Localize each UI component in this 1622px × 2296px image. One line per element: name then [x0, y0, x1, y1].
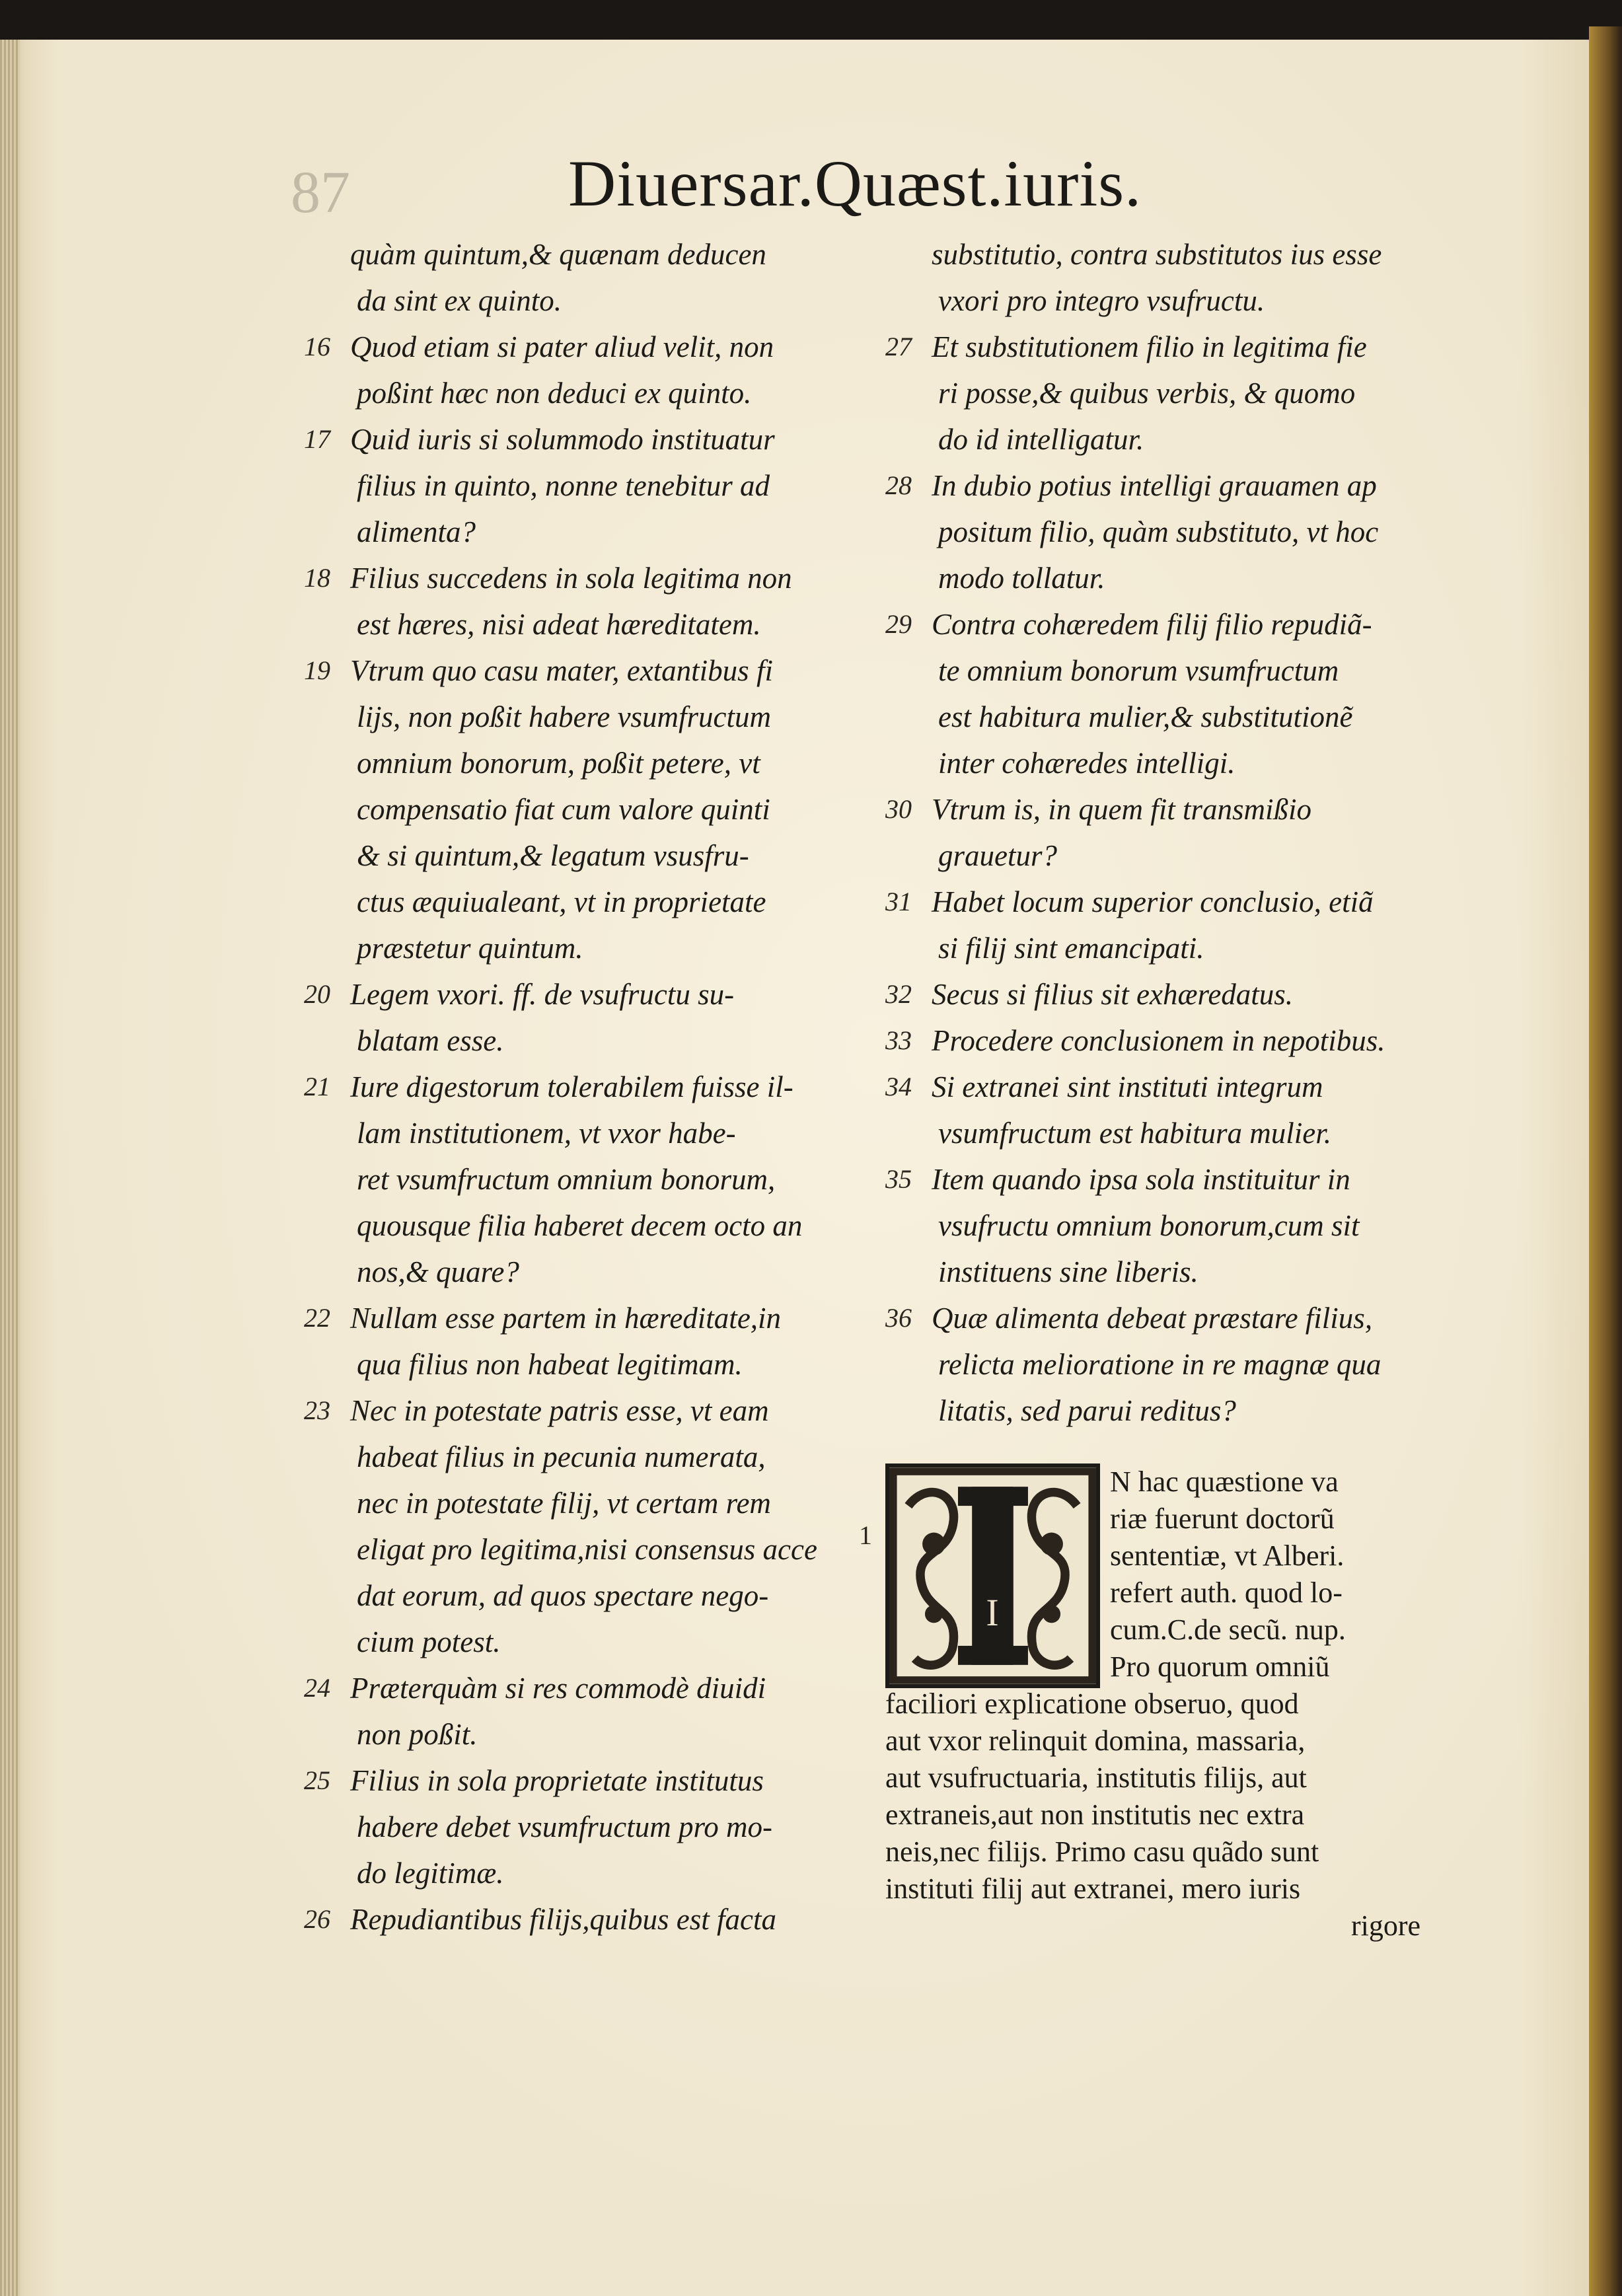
- summary-line: blatam esse.: [357, 1024, 504, 1057]
- summary-line: Filius succedens in sola legitima non: [350, 562, 792, 595]
- summary-entry: [297, 648, 846, 971]
- body-line: aut vxor relinquit domina, massaria,: [885, 1724, 1306, 1757]
- summary-entry: [297, 1295, 846, 1388]
- summary-entry: [297, 1064, 846, 1295]
- summary-entry: [879, 879, 1427, 971]
- summary-line: quousque filia haberet decem octo an: [357, 1209, 803, 1242]
- summary-number: 35: [885, 1164, 912, 1194]
- summary-number: 23: [304, 1395, 330, 1425]
- summary-entry: [297, 324, 846, 416]
- summary-line: Iure digestorum tolerabilem fuisse il-: [350, 1070, 793, 1103]
- summary-line: lam institutionem, vt vxor habe-: [357, 1117, 736, 1150]
- body-line: extraneis,aut non institutis nec extra: [885, 1798, 1305, 1831]
- summary-line: Et substitutionem filio in legitima fie: [932, 330, 1367, 363]
- summary-line: Vtrum quo casu mater, extantibus fi: [350, 654, 773, 687]
- summary-line: vsufructu omnium bonorum,cum sit: [938, 1209, 1360, 1242]
- summary-entry: [879, 786, 1427, 879]
- summary-number: 22: [304, 1303, 330, 1333]
- summary-line: quàm quintum,& quænam deducen: [350, 238, 766, 271]
- summary-entry: [297, 555, 846, 648]
- summary-entry: [879, 971, 1427, 1018]
- main-text: [885, 1463, 1420, 1944]
- facing-page-edge: [1589, 26, 1622, 2296]
- body-line: riæ fuerunt doctorũ: [1110, 1502, 1335, 1535]
- summary-entry: [297, 971, 846, 1064]
- summary-line: Habet locum superior conclusio, etiã: [932, 885, 1374, 918]
- summary-line: Nec in potestate patris esse, vt eam: [350, 1394, 769, 1427]
- summary-line: Secus si filius sit exhæredatus.: [932, 978, 1294, 1011]
- summary-number: 26: [304, 1904, 330, 1934]
- summary-line: modo tollatur.: [938, 562, 1105, 595]
- summary-line: Filius in sola proprietate institutus: [350, 1764, 764, 1797]
- summary-number: 16: [304, 332, 330, 361]
- summary-line: do id intelligatur.: [938, 423, 1144, 456]
- ghost-folio-number: 87: [291, 160, 350, 225]
- summary-line: omnium bonorum, poßit petere, vt: [357, 747, 760, 780]
- summary-line: compensatio fiat cum valore quinti: [357, 793, 770, 826]
- summary-line: Procedere conclusionem in nepotibus.: [932, 1024, 1385, 1057]
- summary-line: habeat filius in pecunia numerata,: [357, 1440, 766, 1473]
- body-line: instituti filij aut extranei, mero iuris: [885, 1872, 1301, 1905]
- summary-line: ctus æquiualeant, vt in proprietate: [357, 885, 766, 918]
- summary-line: Nullam esse partem in hæreditate,in: [350, 1302, 782, 1335]
- summary-line: Si extranei sint instituti integrum: [932, 1070, 1323, 1103]
- summary-line: ri posse,& quibus verbis, & quomo: [938, 377, 1356, 410]
- summary-line: grauetur?: [938, 839, 1057, 872]
- summary-line: præstetur quintum.: [357, 932, 583, 965]
- summary-entry: [297, 1758, 846, 1896]
- summary-number: 25: [304, 1765, 330, 1795]
- summary-number: 31: [885, 887, 912, 916]
- summary-line: non poßit.: [357, 1718, 478, 1751]
- summary-line: Quid iuris si solummodo instituatur: [350, 423, 775, 456]
- summary-number: 29: [885, 609, 912, 639]
- body-line: rigore: [1350, 1909, 1420, 1942]
- summary-number: 28: [885, 470, 912, 500]
- body-line: Pro quorum omniũ: [1110, 1650, 1330, 1683]
- summary-line: si filij sint emancipati.: [938, 932, 1204, 965]
- summary-line: nec in potestate filij, vt certam rem: [357, 1487, 771, 1520]
- summary-entry: [297, 416, 846, 555]
- summary-line: Quæ alimenta debeat præstare filius,: [932, 1302, 1373, 1335]
- summary-entry: [879, 1064, 1427, 1156]
- summary-entry: [879, 1018, 1427, 1064]
- summary-line: poßint hæc non deduci ex quinto.: [357, 377, 752, 410]
- summary-number: 24: [304, 1673, 330, 1703]
- summary-line: Præterquàm si res commodè diuidi: [350, 1672, 766, 1705]
- summary-line: qua filius non habeat legitimam.: [357, 1348, 743, 1381]
- summary-number: 17: [304, 424, 330, 454]
- summary-line: Quod etiam si pater aliud velit, non: [350, 330, 774, 363]
- margin-number: 1: [859, 1520, 872, 1550]
- summary-line: eligat pro legitima,nisi consensus acce: [357, 1533, 817, 1566]
- body-line: neis,nec filijs. Primo casu quãdo sunt: [885, 1835, 1319, 1868]
- summary-column-left: [297, 231, 846, 1943]
- summary-line: In dubio potius intelligi grauamen ap: [932, 469, 1377, 502]
- body-line: sententiæ, vt Alberi.: [1110, 1539, 1345, 1572]
- body-line: faciliori explicatione obseruo, quod: [885, 1687, 1299, 1720]
- body-line: refert auth. quod lo-: [1110, 1576, 1343, 1609]
- summary-line: dat eorum, ad quos spectare nego-: [357, 1579, 769, 1612]
- summary-entry: [297, 231, 846, 324]
- summary-line: habere debet vsumfructum pro mo-: [357, 1810, 773, 1843]
- summary-line: Vtrum is, in quem fit transmißio: [932, 793, 1312, 826]
- summary-line: nos,& quare?: [357, 1255, 519, 1288]
- summary-line: da sint ex quinto.: [357, 284, 562, 317]
- summary-line: ret vsumfructum omnium bonorum,: [357, 1163, 776, 1196]
- summary-line: filius in quinto, nonne tenebitur ad: [357, 469, 770, 502]
- summary-entry: [879, 601, 1427, 786]
- summary-number: 30: [885, 794, 912, 824]
- summary-line: vxori pro integro vsufructu.: [938, 284, 1265, 317]
- summary-line: substitutio, contra substitutos ius esse: [932, 238, 1382, 271]
- summary-line: alimenta?: [357, 515, 476, 548]
- summary-entry: [297, 1388, 846, 1665]
- summary-entry: [879, 1156, 1427, 1295]
- running-head: Diuersar.Quæst.iuris.: [568, 147, 1142, 220]
- summary-line: Contra cohæredem filij filio repudiã-: [932, 608, 1372, 641]
- summary-line: vsumfructum est habitura mulier.: [938, 1117, 1331, 1150]
- summary-line: est habitura mulier,& substitutionẽ: [938, 700, 1353, 733]
- summary-number: 19: [304, 655, 330, 685]
- body-line: N hac quæstione va: [1110, 1465, 1339, 1498]
- summary-number: 33: [885, 1025, 912, 1055]
- summary-line: do legitimæ.: [357, 1857, 504, 1890]
- summary-number: 27: [885, 332, 912, 361]
- page-edge: [0, 40, 20, 2296]
- body-line: cum.C.de secũ. nup.: [1110, 1613, 1346, 1646]
- summary-number: 32: [885, 979, 912, 1009]
- summary-number: 20: [304, 979, 330, 1009]
- summary-entry: [879, 231, 1427, 324]
- summary-line: est hæres, nisi adeat hæreditatem.: [357, 608, 761, 641]
- summary-line: Item quando ipsa sola instituitur in: [932, 1163, 1350, 1196]
- summary-line: lijs, non poßit habere vsumfructum: [357, 700, 772, 733]
- summary-number: 34: [885, 1072, 912, 1101]
- summary-entry: [879, 463, 1427, 601]
- summary-number: 18: [304, 563, 330, 593]
- summary-line: & si quintum,& legatum vsusfru-: [357, 839, 749, 872]
- summary-line: inter cohæredes intelligi.: [938, 747, 1235, 780]
- summary-number: 36: [885, 1303, 912, 1333]
- summary-entry: [297, 1896, 846, 1943]
- body-line: aut vsufructuaria, institutis filijs, aut: [885, 1761, 1307, 1794]
- summary-line: litatis, sed parui reditus?: [938, 1394, 1236, 1427]
- summary-entry: [879, 1295, 1427, 1434]
- summary-line: Repudiantibus filijs,quibus est facta: [350, 1903, 776, 1936]
- summary-column-right: [879, 231, 1427, 1434]
- summary-line: positum filio, quàm substituto, vt hoc: [938, 515, 1379, 548]
- summary-entry: [297, 1665, 846, 1758]
- summary-line: relicta melioratione in re magnæ qua: [938, 1348, 1382, 1381]
- summary-line: te omnium bonorum vsumfructum: [938, 654, 1339, 687]
- summary-line: cium potest.: [357, 1625, 501, 1658]
- summary-number: 21: [304, 1072, 330, 1101]
- summary-entry: [879, 324, 1427, 463]
- initial-letter: I: [986, 1592, 999, 1635]
- summary-line: Legem vxori. ff. de vsufructu su-: [350, 978, 735, 1011]
- summary-line: instituens sine liberis.: [938, 1255, 1198, 1288]
